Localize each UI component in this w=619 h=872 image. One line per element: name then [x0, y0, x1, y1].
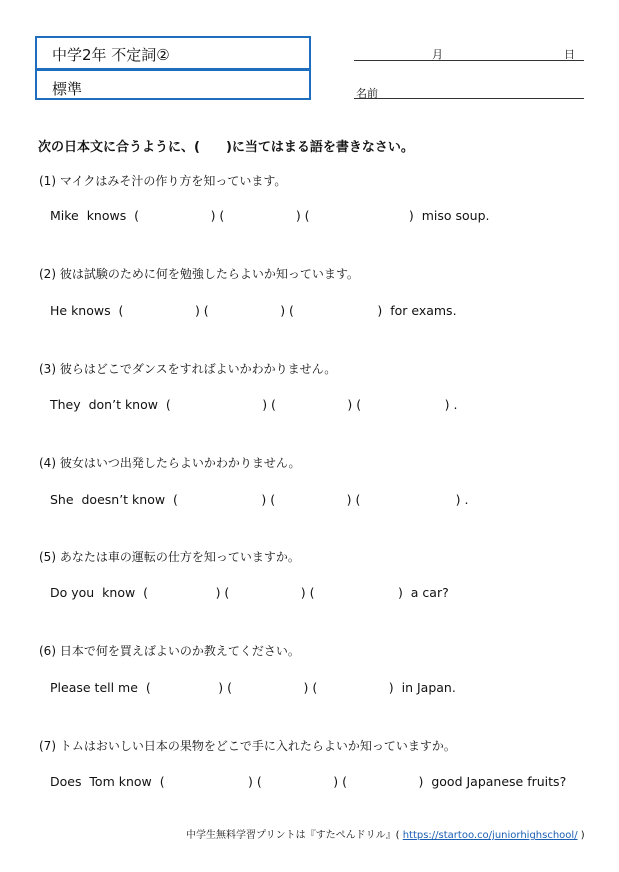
title-row — [37, 38, 309, 71]
instruction: 次の日本文に合うように、( )に当てはまる語を書きなさい。 — [38, 140, 414, 155]
worksheet-title: 中学2年 不定詞② — [52, 46, 170, 64]
day-label: 日 — [564, 48, 575, 61]
month-label: 月 — [432, 48, 443, 61]
name-line — [354, 98, 584, 99]
date-line — [354, 60, 584, 61]
answer-line[interactable]: She doesn’t know ( ) ( ) ( ) . — [50, 492, 469, 507]
answer-line[interactable]: Please tell me ( ) ( ) ( ) in Japan. — [50, 680, 456, 695]
question-prompt: (4) 彼女はいつ出発したらよいかわかりません。 — [39, 456, 301, 470]
answer-line[interactable]: He knows ( ) ( ) ( ) for exams. — [50, 303, 457, 318]
question-prompt: (3) 彼らはどこでダンスをすればよいかわかりません。 — [39, 362, 337, 376]
footer-close: ) — [577, 830, 585, 841]
name-label: 名前 — [356, 87, 378, 100]
footer-text: 中学生無料学習プリントは『すたぺんドリル』( — [186, 830, 403, 841]
question-prompt: (5) あなたは車の運転の仕方を知っていますか。 — [39, 550, 300, 564]
answer-line[interactable]: Do you know ( ) ( ) ( ) a car? — [50, 585, 449, 600]
title-box — [35, 36, 311, 100]
question-prompt: (1) マイクはみそ汁の作り方を知っています。 — [39, 174, 287, 188]
answer-line[interactable]: They don’t know ( ) ( ) ( ) . — [50, 397, 458, 412]
question-prompt: (7) トムはおいしい日本の果物をどこで手に入れたらよいか知っていますか。 — [39, 739, 456, 753]
level-label: 標準 — [52, 80, 83, 98]
question-prompt: (6) 日本で何を買えばよいのか教えてください。 — [39, 644, 300, 658]
footer-link[interactable]: https://startoo.co/juniorhighschool/ — [402, 830, 578, 841]
answer-line[interactable]: Does Tom know ( ) ( ) ( ) good Japanese fruits? — [50, 774, 567, 789]
answer-line[interactable]: Mike knows ( ) ( ) ( ) miso soup. — [50, 208, 490, 223]
footer — [186, 826, 585, 841]
question-prompt: (2) 彼は試験のために何を勉強したらよいか知っています。 — [39, 267, 359, 281]
